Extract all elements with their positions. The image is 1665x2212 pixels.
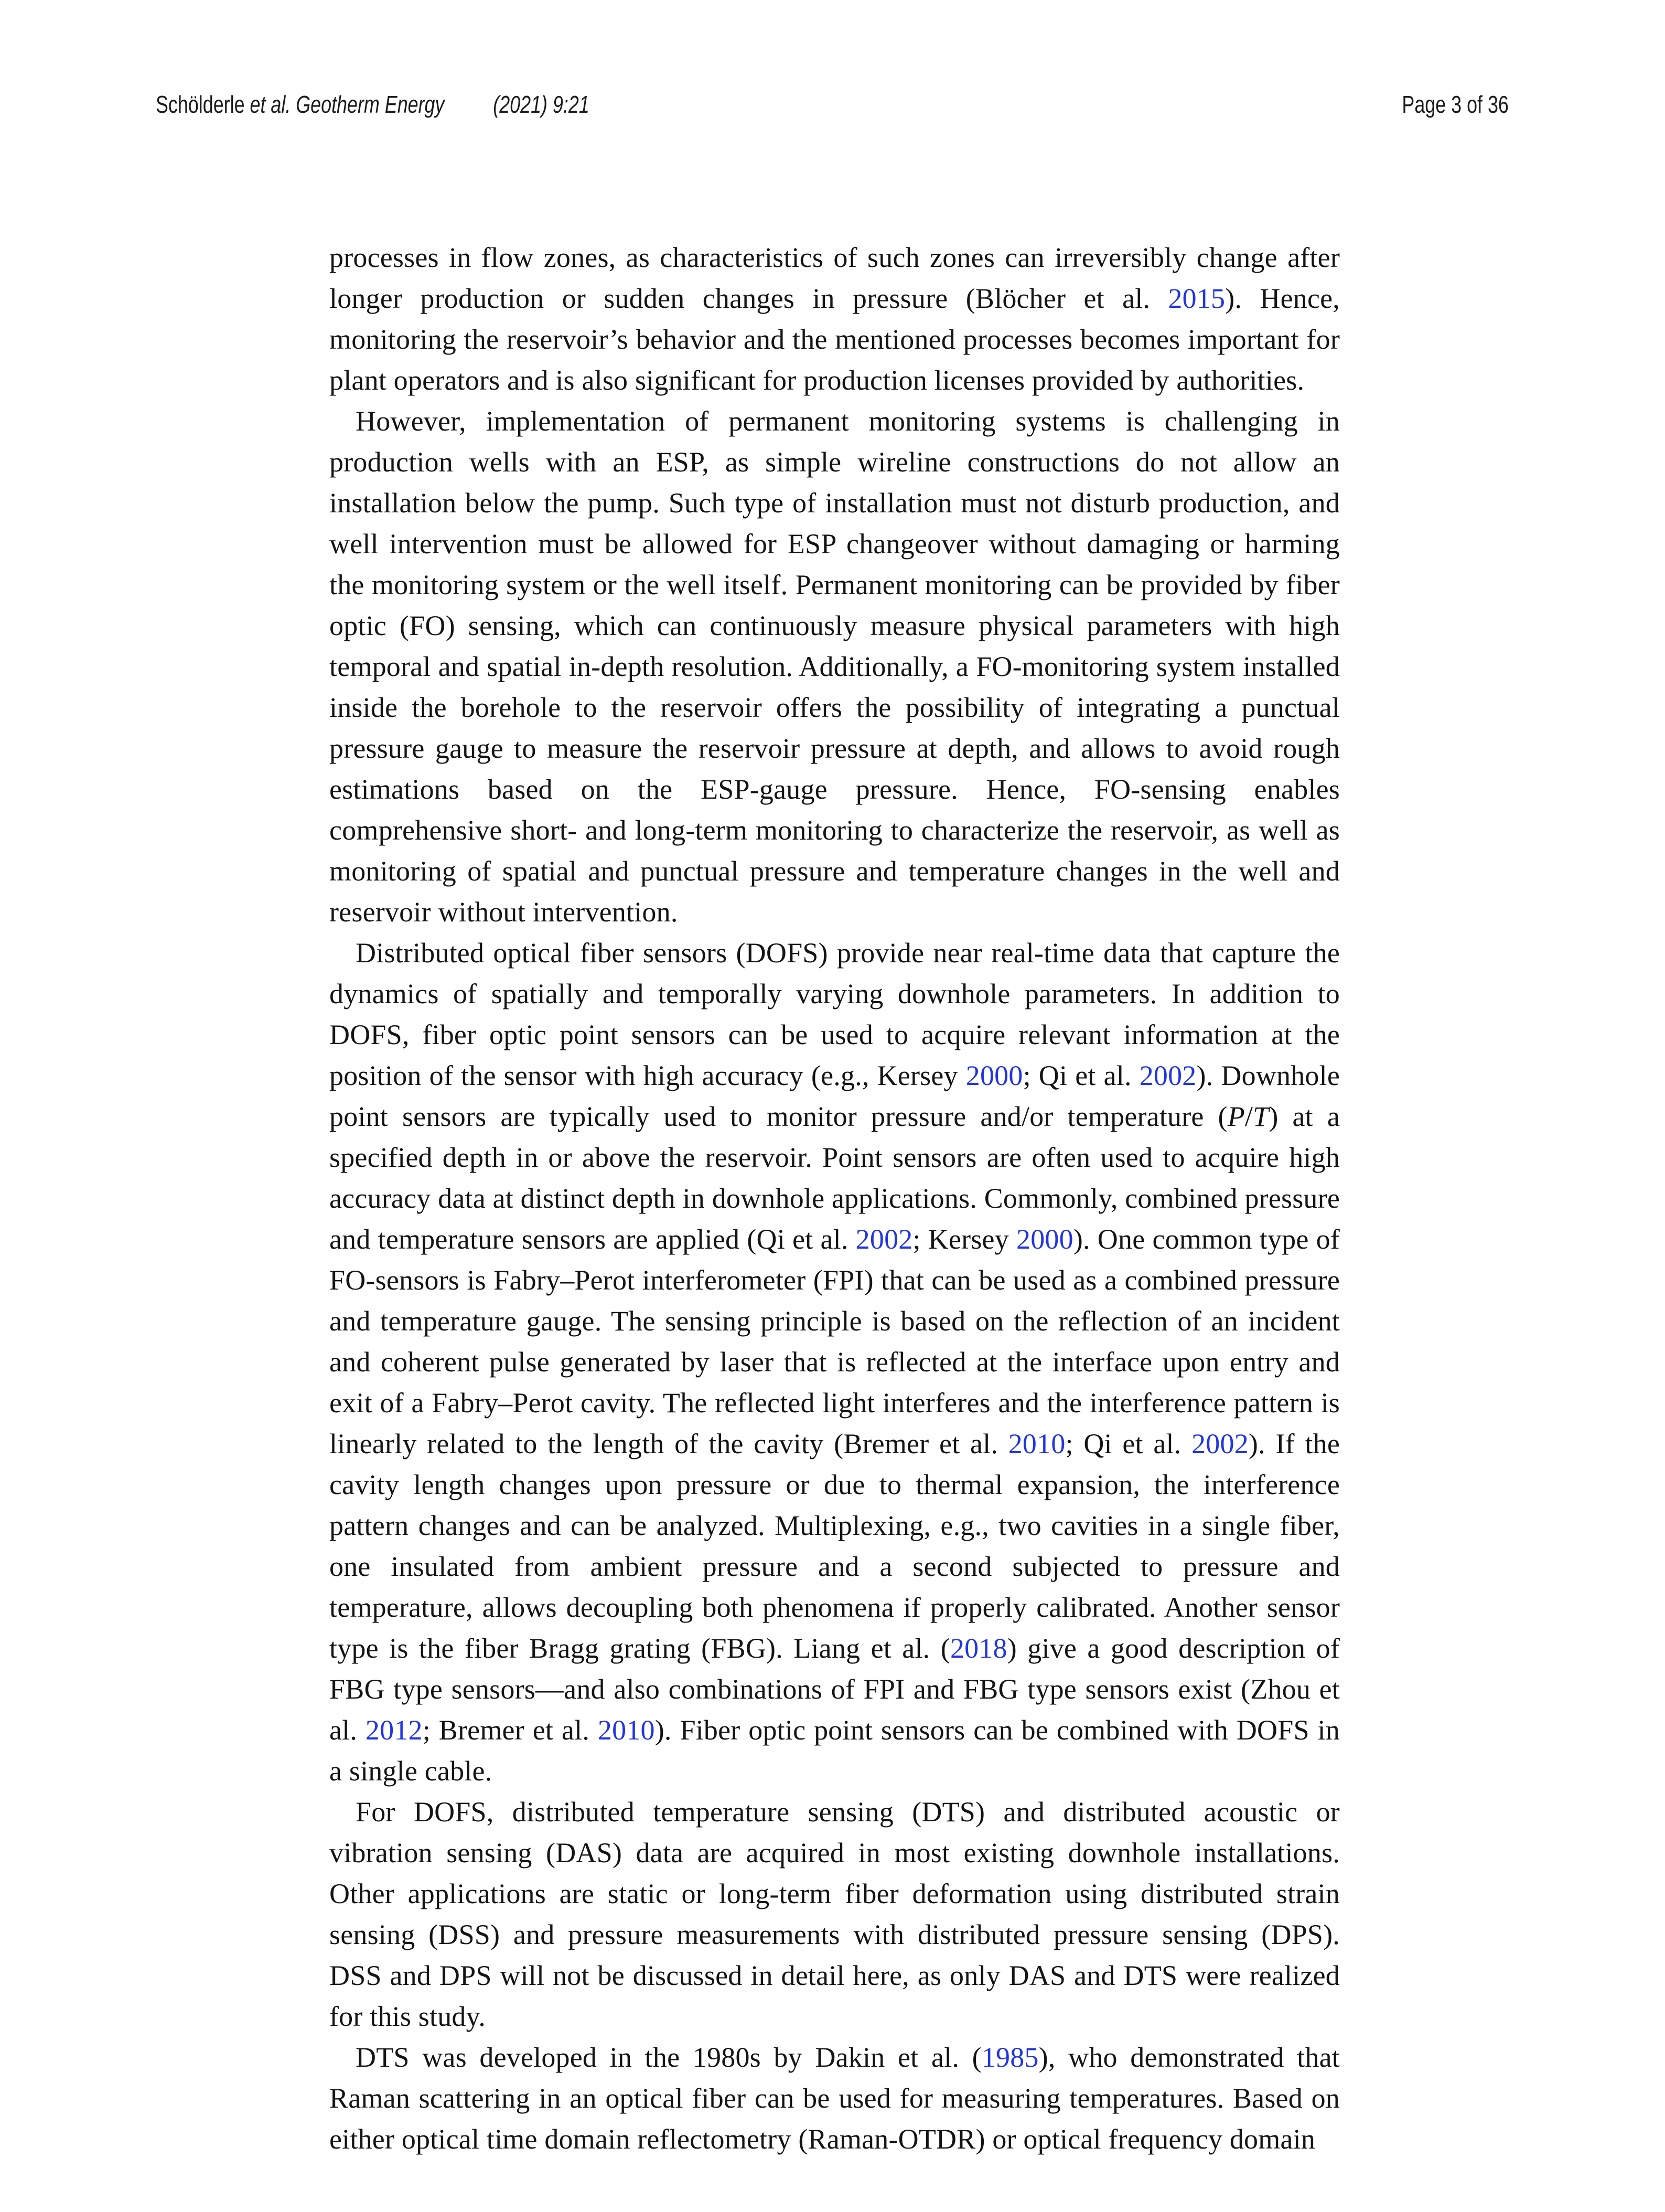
citation-link[interactable]: 2018: [950, 1633, 1007, 1664]
text-run: ). Hence, monitoring the reservoir’s behavior and the mentioned processes becomes important for plant operators and is also significant for production licenses provided by authorities.: [329, 283, 1340, 396]
page-number-container: [1372, 88, 1509, 121]
text-run: ; Qi et al.: [1065, 1428, 1192, 1459]
citation-info: (2021) 9:21: [493, 91, 589, 118]
text-run: ; Kersey: [912, 1223, 1017, 1255]
citation-link[interactable]: 2015: [1168, 283, 1226, 314]
text-run: ). If the cavity length changes upon pressure or due to thermal expansion, the interference pattern changes and can be analyzed. Multiplexing, e.g., two cavities in a single fiber, one insulated from ambient pressure and a second subjected to pressure and temperature, allows decoupling both phenomena if properly calibrated. Another sensor type is the fiber Bragg grating (FBG). Liang et al. (: [329, 1428, 1340, 1664]
paragraph: [329, 932, 1340, 1791]
italic-text: P: [1227, 1101, 1245, 1132]
text-run: processes in flow zones, as characteristics of such zones can irreversibly change after longer production or sudden changes in pressure (Blöcher et al.: [329, 242, 1340, 314]
text-run: ). One common type of FO-sensors is Fabry–Perot interferometer (FPI) that can be used as a combined pressure and temperature gauge. The sensing principle is based on the reflection of an incident and coherent pulse generated by laser that is reflected at the interface upon entry and exit of a Fabry–Perot cavity. The reflected light interferes and the interference pattern is linearly related to the length of the cavity (Bremer et al.: [329, 1223, 1340, 1459]
page-number: Page 3 of 36: [1402, 91, 1509, 118]
article-body: [329, 237, 1340, 2160]
citation-link[interactable]: 2010: [597, 1714, 655, 1746]
text-run: ) give a good description of FBG type sensors—and also combinations of FPI and FBG type sensors exist (Zhou et al.: [329, 1633, 1340, 1746]
text-run: ; Bremer et al.: [422, 1714, 598, 1746]
text-run: ), who demonstrated that Raman scattering in an optical fiber can be used for measuring temperatures. Based on either optical time domain reflectometry (Raman-OTDR) or optical frequency domain: [329, 2042, 1340, 2155]
text-run: ) at a specified depth in or above the reservoir. Point sensors are often used to acquire high accuracy data at distinct depth in downhole applications. Commonly, combined pressure and temperature sensors are applied (Qi et al.: [329, 1101, 1340, 1255]
journal-name: et al. Geotherm Energy: [250, 91, 445, 118]
text-run: /: [1244, 1101, 1253, 1132]
citation-link[interactable]: 2012: [365, 1714, 423, 1746]
paragraph: [329, 2037, 1340, 2160]
paragraph: [329, 1791, 1340, 2037]
citation-link[interactable]: 2002: [1139, 1060, 1197, 1091]
citation-link[interactable]: 1985: [981, 2042, 1039, 2073]
text-run: ; Qi et al.: [1023, 1060, 1140, 1091]
text-run: For DOFS, distributed temperature sensing (DTS) and distributed acoustic or vibration sensing (DAS) data are acquired in most existing downhole installations. Other applications are static or long-term fiber deformation using distributed strain sensing (DSS) and pressure measurements with distributed pressure sensing (DPS). DSS and DPS will not be discussed in detail here, as only DAS and DTS were realized for this study.: [329, 1796, 1340, 2032]
paragraph: [329, 401, 1340, 932]
author-name: Schölderle: [156, 91, 250, 118]
text-run: ). Downhole point sensors are typically used to monitor pressure and/or temperature (: [329, 1060, 1340, 1132]
paragraph: [329, 237, 1340, 401]
page-header: [0, 88, 1665, 121]
text-run: DTS was developed in the 1980s by Dakin et al. (: [356, 2042, 982, 2073]
citation-link[interactable]: 2002: [1191, 1428, 1249, 1459]
citation-link[interactable]: 2002: [855, 1223, 913, 1255]
text-run: ). Fiber optic point sensors can be combined with DOFS in a single cable.: [329, 1714, 1340, 1787]
citation-link[interactable]: 2010: [1008, 1428, 1066, 1459]
running-head-text: [156, 88, 589, 121]
citation-link[interactable]: 2000: [965, 1060, 1023, 1091]
italic-text: T: [1253, 1101, 1269, 1132]
citation-link[interactable]: 2000: [1016, 1223, 1073, 1255]
text-run: However, implementation of permanent monitoring systems is challenging in production wells with an ESP, as simple wireline constructions do not allow an installation below the pump. Such type of installation must not disturb production, and well intervention must be allowed for ESP changeover without damaging or harming the monitoring system or the well itself. Permanent monitoring can be provided by fiber optic (FO) sensing, which can continuously measure physical parameters with high temporal and spatial in-depth resolution. Additionally, a FO-monitoring system installed inside the borehole to the reservoir offers the possibility of integrating a punctual pressure gauge to measure the reservoir pressure at depth, and allows to avoid rough estimations based on the ESP-gauge pressure. Hence, FO-sensing enables comprehensive short- and long-term monitoring to characterize the reservoir, as well as monitoring of spatial and punctual pressure and temperature changes in the well and reservoir without intervention.: [329, 405, 1340, 928]
text-run: Distributed optical fiber sensors (DOFS) provide near real-time data that capture the dynamics of spatially and temporally varying downhole parameters. In addition to DOFS, fiber optic point sensors can be used to acquire relevant information at the position of the sensor with high accuracy (e.g., Kersey: [329, 937, 1340, 1091]
running-head: [156, 88, 712, 121]
